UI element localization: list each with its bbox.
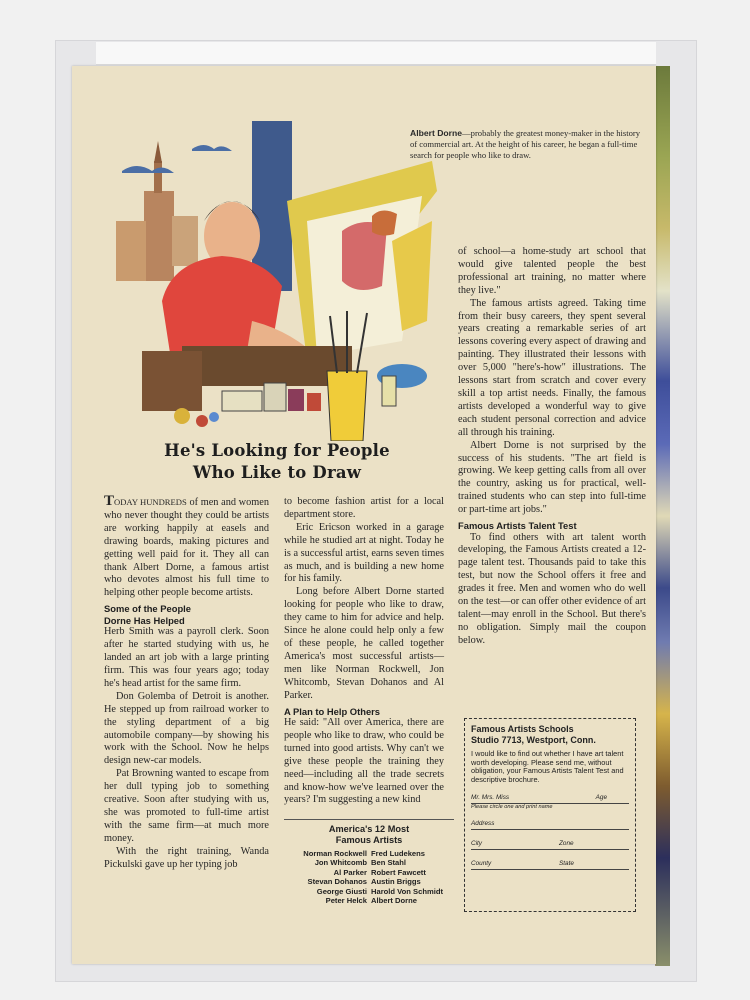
paragraph: Albert Dorne is not surprised by the success of his students. "The art field is growing. We keep getting calls from all over the country, asking us for practical, well-trained students who can step into full-time or part-time art jobs." xyxy=(458,439,646,516)
artist-name: Harold Von Schmidt xyxy=(371,886,444,896)
article-column-1 xyxy=(104,493,269,871)
artist-name: Stevan Dohanos xyxy=(307,877,367,887)
comic-back-cover xyxy=(72,66,656,964)
artist-illustration xyxy=(102,121,442,441)
drop-cap: T xyxy=(104,493,115,509)
artist-name: Austin Briggs xyxy=(371,877,421,887)
paragraph: Herb Smith was a payroll clerk. Soon after he started studying with us, he landed an art job with a large printing firm. This was four years ago; today he's head artist for the same firm. xyxy=(104,626,269,689)
table-row xyxy=(284,868,454,877)
article-column-2 xyxy=(284,496,444,807)
famous-artists-list xyxy=(284,819,454,905)
state-label: State xyxy=(559,860,574,868)
back-board-edge xyxy=(655,66,670,966)
caption-text: —probably the greatest money-maker in the history of commercial art. At the height of his career, he began a full-time search for people who like to draw. xyxy=(410,128,641,160)
caption-name: Albert Dorne xyxy=(410,128,463,138)
artists-list-title xyxy=(284,819,454,846)
table-row xyxy=(284,896,454,905)
paragraph: Don Golemba of Detroit is another. He stepped up from railroad worker to the styling department of a big automobile company—by showing his work with the School. Now he helps design new-car models. xyxy=(104,690,269,767)
small-caps-lead: ODAY HUNDREDS xyxy=(114,497,187,507)
artist-name: Robert Fawcett xyxy=(371,867,426,877)
paragraph: To find others with art talent worth developing, the Famous Artists created a 12-page talent test. Thousands paid to take this test, but now the School offers it free and grades it free. Men and women who do well on the test—or can offer other evidence of art talent—may enroll in the School. But there's no obligation. Simply mail the coupon below. xyxy=(458,531,646,646)
coupon-hint: Please circle one and print name xyxy=(471,804,553,811)
artists-table xyxy=(284,849,454,905)
paragraph-text: of men and women who never thought they could be artists are working happily at easels and drawing boards, making pictures and getting well paid for it. They all can thank Albert Dorne, a famous artist who devotes almost his full time to helping other people become artists. xyxy=(104,497,269,599)
coupon-city-line xyxy=(471,840,629,850)
paragraph: to become fashion artist for a local department store. xyxy=(284,496,444,520)
coupon-name-line xyxy=(471,794,629,804)
illustration-caption xyxy=(410,128,642,161)
city-label: City xyxy=(471,840,483,848)
paragraph: With the right training, Wanda Pickulski gave up her typing job xyxy=(104,845,269,870)
artist-name: Albert Dorne xyxy=(371,896,417,906)
county-label: County xyxy=(471,860,492,868)
headline xyxy=(127,440,427,484)
artists-title-line-2: Famous Artists xyxy=(335,835,403,845)
coupon-header-2: Studio 7713, Westport, Conn. xyxy=(471,735,596,745)
paragraph: Eric Ericson worked in a garage while he studied art at night. Today he is a successful artist, earns seven times as much, and is building a new home for his family. xyxy=(284,521,444,585)
age-label: Age xyxy=(595,794,607,802)
headline-line-2: Who Like to Draw xyxy=(192,463,362,482)
artist-name: Ben Stahl xyxy=(371,858,407,868)
mail-coupon xyxy=(464,718,636,912)
address-label: Address xyxy=(471,820,495,828)
subhead-line-2: Dorne Has Helped xyxy=(104,614,185,626)
artist-name: Norman Rockwell xyxy=(303,849,367,858)
artist-name: Jon Whitcomb xyxy=(314,858,367,868)
paragraph: of school—a home-study art school that would give talented people the best professional art training, no matter where they live." xyxy=(458,246,646,296)
coupon-address-line xyxy=(471,820,629,830)
subhead: Famous Artists Talent Test xyxy=(458,520,577,532)
subhead: A Plan to Help Others xyxy=(284,705,381,717)
paragraph: He said: "All over America, there are people who like to draw, who could be turned into good artists. Why can't we give these people the training they need—including all the trade secrets and know-how we've learned over the years? I'm suggesting a new kind xyxy=(284,717,444,806)
subhead-line-1: Some of the People xyxy=(104,603,191,615)
table-row xyxy=(284,887,454,896)
headline-line-1: He's Looking for People xyxy=(164,441,390,460)
artist-name: Fred Ludekens xyxy=(371,849,426,858)
coupon-header-1: Famous Artists Schools xyxy=(471,724,574,734)
name-label: Mr. Mrs. Miss xyxy=(471,794,510,802)
table-row xyxy=(284,849,454,858)
artist-name: Peter Helck xyxy=(325,896,367,906)
coupon-county-line xyxy=(471,860,629,870)
coupon-body: I would like to find out whether I have art talent worth developing. Please send me, without obligation, your Famous Artists Talent Test and descriptive brochure. xyxy=(471,749,624,784)
article-column-3 xyxy=(458,246,646,648)
paragraph: The famous artists agreed. Taking time from their busy careers, they spent several years creating a remarkable series of art lessons covering every aspect of drawing and painting. They illustrated their lessons with over 5,000 "here's-how" illustrations. The lessons start from scratch and cover every skill a top artist needs. Finally, the famous artists developed a wonderful way to give each student personal correction and advice all through his training. xyxy=(458,297,646,438)
artists-title-line-1: America's 12 Most xyxy=(328,824,410,834)
paragraph xyxy=(104,493,269,600)
table-row xyxy=(284,858,454,867)
zone-label: Zone xyxy=(559,840,574,848)
table-row xyxy=(284,877,454,886)
artist-name: George Giusti xyxy=(316,886,367,896)
sleeve-top-flap xyxy=(96,42,656,65)
artist-name: Al Parker xyxy=(333,867,367,877)
paragraph: Pat Browning wanted to escape from her dull typing job to something creative. Soon after studying with us, she was promoted to full-time artist with the same firm—at much more money. xyxy=(104,768,269,844)
paragraph: Long before Albert Dorne started looking for people who like to draw, they came to him for advice and help. Since he alone could help only a few of these people, he called together America's most successful artists—men like Norman Rockwell, Jon Whitcomb, Stevan Dohanos and Al Parker. xyxy=(284,586,444,701)
